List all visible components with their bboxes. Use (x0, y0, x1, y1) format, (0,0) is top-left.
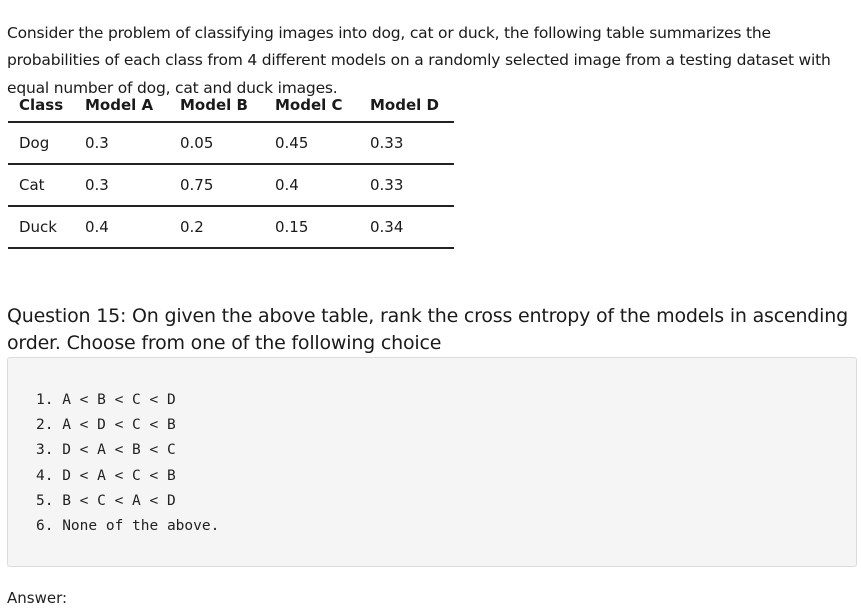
question-text: Question 15: On given the above table, rank the cross entropy of the models in ascending order. Choose from one of the following choice (7, 305, 848, 354)
table-row (8, 206, 454, 248)
column-header-class: Class (8, 88, 85, 122)
problem-statement: Consider the problem of classifying images into dog, cat or duck, the following table summarizes the probabilities of each class from 4 different models on a randomly selected image from a testing dataset with equal number of dog, cat and duck images. (7, 23, 831, 97)
choice-item: 4. D < A < C < B (36, 467, 176, 484)
table-cell: 0.45 (275, 122, 370, 164)
table-row (8, 122, 454, 164)
table-cell: 0.15 (275, 206, 370, 248)
column-header-model-d: Model D (370, 88, 454, 122)
choice-item: 5. B < C < A < D (36, 492, 176, 509)
table-cell: 0.4 (275, 164, 370, 206)
choices-code-block (7, 357, 857, 567)
table-cell: Duck (8, 206, 85, 248)
choice-item: 1. A < B < C < D (36, 392, 176, 408)
probability-table (8, 88, 454, 249)
table-row (8, 164, 454, 206)
choices-list (36, 388, 219, 539)
table-cell: 0.3 (85, 164, 180, 206)
table-cell: Dog (8, 122, 85, 164)
column-header-model-b: Model B (180, 88, 275, 122)
table-cell: 0.3 (85, 122, 180, 164)
table-cell: 0.34 (370, 206, 454, 248)
column-header-model-c: Model C (275, 88, 370, 122)
choice-item: 6. None of the above. (36, 518, 220, 535)
table-header-row (8, 88, 454, 122)
table-cell: 0.33 (370, 122, 454, 164)
table-cell: 0.2 (180, 206, 275, 248)
choice-item: 2. A < D < C < B (36, 417, 176, 434)
table-cell: Cat (8, 164, 85, 206)
answer-label: Answer: (7, 589, 68, 607)
table-cell: 0.4 (85, 206, 180, 248)
choice-item: 3. D < A < B < C (36, 442, 176, 459)
table-cell: 0.75 (180, 164, 275, 206)
table-cell: 0.33 (370, 164, 454, 206)
column-header-model-a: Model A (85, 88, 180, 122)
table-cell: 0.05 (180, 122, 275, 164)
